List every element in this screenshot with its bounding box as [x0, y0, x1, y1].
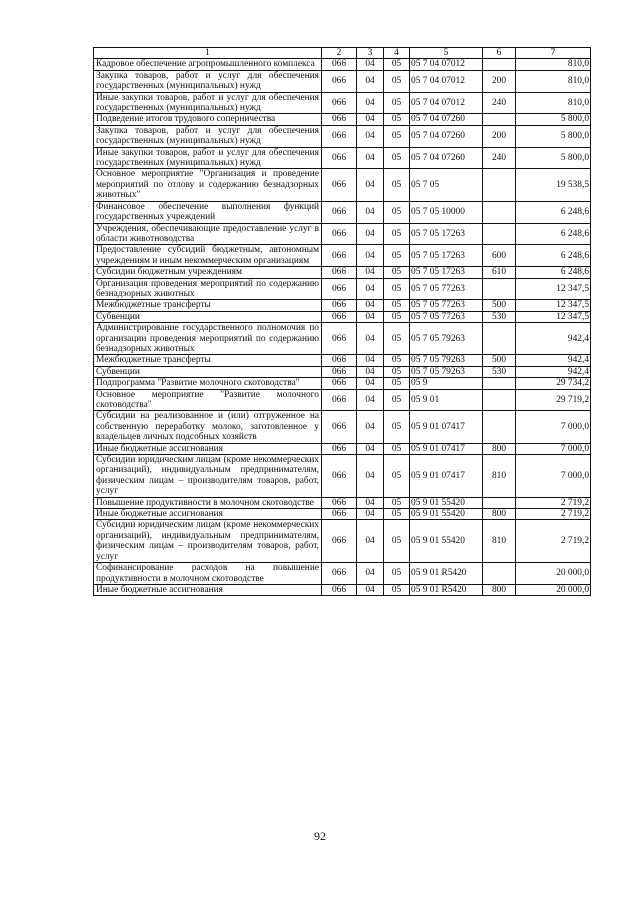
column-header: 7 [516, 48, 591, 59]
row-name-cell: Подведение итогов трудового соперничества [94, 114, 322, 125]
target-article-cell: 05 7 04 07260 [410, 147, 483, 169]
table-row [94, 509, 591, 520]
section-cell: 04 [357, 563, 384, 585]
budget-table [93, 47, 591, 596]
row-name-cell: Иные бюджетные ассигнования [94, 584, 322, 595]
row-name-cell: Иные бюджетные ассигнования [94, 443, 322, 454]
subsection-cell: 05 [384, 584, 410, 595]
row-name-cell: Субсидии бюджетным учреждениям [94, 267, 322, 278]
subsection-cell: 05 [384, 323, 410, 355]
section-cell: 04 [357, 70, 384, 92]
expense-type-cell: 240 [483, 92, 516, 114]
section-cell: 04 [357, 411, 384, 443]
amount-cell: 12 347,5 [516, 311, 591, 322]
ministry-code-cell: 066 [322, 366, 357, 377]
ministry-code-cell: 066 [322, 300, 357, 311]
page-number: 92 [314, 829, 326, 843]
table-row [94, 169, 591, 201]
table-row [94, 245, 591, 267]
expense-type-cell: 800 [483, 509, 516, 520]
subsection-cell: 05 [384, 509, 410, 520]
target-article-cell: 05 7 05 17263 [410, 223, 483, 245]
target-article-cell: 05 7 05 [410, 169, 483, 201]
section-cell: 04 [357, 59, 384, 70]
amount-cell: 942,4 [516, 355, 591, 366]
subsection-cell: 05 [384, 443, 410, 454]
target-article-cell: 05 9 01 R5420 [410, 563, 483, 585]
row-name-cell: Основное мероприятие "Развитие молочного скотоводства" [94, 389, 322, 411]
section-cell: 04 [357, 169, 384, 201]
table-row [94, 455, 591, 498]
target-article-cell: 05 7 04 07012 [410, 70, 483, 92]
subsection-cell: 05 [384, 169, 410, 201]
table-row [94, 389, 591, 411]
section-cell: 04 [357, 455, 384, 498]
row-name-cell: Субсидии юридическим лицам (кроме некоммерческих организаций), индивидуальным предпринимателям, физическим лицам – производителям товаров, работ, услуг [94, 520, 322, 563]
ministry-code-cell: 066 [322, 497, 357, 508]
expense-type-cell [483, 323, 516, 355]
target-article-cell: 05 7 04 07012 [410, 59, 483, 70]
subsection-cell: 05 [384, 497, 410, 508]
table-row [94, 201, 591, 223]
expense-type-cell: 810 [483, 520, 516, 563]
ministry-code-cell: 066 [322, 245, 357, 267]
table-row [94, 563, 591, 585]
table-row [94, 311, 591, 322]
target-article-cell: 05 7 05 77263 [410, 278, 483, 300]
table-row [94, 59, 591, 70]
section-cell: 04 [357, 267, 384, 278]
expense-type-cell: 240 [483, 147, 516, 169]
amount-cell: 20 000,0 [516, 563, 591, 585]
expense-type-cell: 610 [483, 267, 516, 278]
amount-cell: 7 000,0 [516, 411, 591, 443]
amount-cell: 2 719,2 [516, 520, 591, 563]
row-name-cell: Учреждения, обеспечивающие предоставление услуг в области животноводства [94, 223, 322, 245]
expense-type-cell [483, 389, 516, 411]
table-row [94, 584, 591, 595]
expense-type-cell [483, 169, 516, 201]
amount-cell: 7 000,0 [516, 443, 591, 454]
section-cell: 04 [357, 300, 384, 311]
amount-cell: 6 248,6 [516, 223, 591, 245]
row-name-cell: Подпрограмма "Развитие молочного скотоводства" [94, 378, 322, 389]
subsection-cell: 05 [384, 378, 410, 389]
amount-cell: 29 719,2 [516, 389, 591, 411]
section-cell: 04 [357, 311, 384, 322]
expense-type-cell: 200 [483, 70, 516, 92]
table-row [94, 443, 591, 454]
ministry-code-cell: 066 [322, 147, 357, 169]
section-cell: 04 [357, 125, 384, 147]
subsection-cell: 05 [384, 59, 410, 70]
target-article-cell: 05 9 01 55420 [410, 509, 483, 520]
row-name-cell: Администрирование государственного полномочия по организации проведения мероприятий по содержанию безнадзорных животных [94, 323, 322, 355]
ministry-code-cell: 066 [322, 92, 357, 114]
amount-cell: 810,0 [516, 59, 591, 70]
amount-cell: 2 719,2 [516, 497, 591, 508]
table-row [94, 300, 591, 311]
target-article-cell: 05 9 01 55420 [410, 520, 483, 563]
expense-type-cell [483, 497, 516, 508]
table-row [94, 355, 591, 366]
target-article-cell: 05 9 01 [410, 389, 483, 411]
ministry-code-cell: 066 [322, 455, 357, 498]
target-article-cell: 05 9 01 07417 [410, 411, 483, 443]
expense-type-cell [483, 411, 516, 443]
target-article-cell: 05 7 04 07260 [410, 125, 483, 147]
ministry-code-cell: 066 [322, 323, 357, 355]
expense-type-cell: 200 [483, 125, 516, 147]
row-name-cell: Иные закупки товаров, работ и услуг для обеспечения государственных (муниципальных) нужд [94, 147, 322, 169]
ministry-code-cell: 066 [322, 311, 357, 322]
column-header: 2 [322, 48, 357, 59]
row-name-cell: Финансовое обеспечение выполнения функций государственных учреждений [94, 201, 322, 223]
row-name-cell: Иные бюджетные ассигнования [94, 509, 322, 520]
ministry-code-cell: 066 [322, 125, 357, 147]
row-name-cell: Повышение продуктивности в молочном скотоводстве [94, 497, 322, 508]
target-article-cell: 05 7 05 17263 [410, 267, 483, 278]
column-header: 5 [410, 48, 483, 59]
subsection-cell: 05 [384, 125, 410, 147]
row-name-cell: Субвенции [94, 311, 322, 322]
expense-type-cell [483, 223, 516, 245]
ministry-code-cell: 066 [322, 520, 357, 563]
target-article-cell: 05 9 01 07417 [410, 455, 483, 498]
section-cell: 04 [357, 497, 384, 508]
subsection-cell: 05 [384, 201, 410, 223]
table-row [94, 520, 591, 563]
amount-cell: 20 000,0 [516, 584, 591, 595]
target-article-cell: 05 9 01 07417 [410, 443, 483, 454]
subsection-cell: 05 [384, 355, 410, 366]
amount-cell: 12 347,5 [516, 300, 591, 311]
expense-type-cell: 500 [483, 300, 516, 311]
expense-type-cell [483, 59, 516, 70]
ministry-code-cell: 066 [322, 389, 357, 411]
table-body [94, 48, 591, 596]
row-name-cell: Субсидии на реализованное и (или) отгруженное на собственную переработку молоко, заготовленное у владельцев личных подсобных хозяйств [94, 411, 322, 443]
expense-type-cell [483, 201, 516, 223]
table-row [94, 267, 591, 278]
amount-cell: 19 538,5 [516, 169, 591, 201]
table-row [94, 278, 591, 300]
row-name-cell: Софинансирование расходов на повышение продуктивности в молочном скотоводстве [94, 563, 322, 585]
subsection-cell: 05 [384, 70, 410, 92]
subsection-cell: 05 [384, 389, 410, 411]
ministry-code-cell: 066 [322, 169, 357, 201]
table-row [94, 497, 591, 508]
expense-type-cell: 500 [483, 355, 516, 366]
ministry-code-cell: 066 [322, 355, 357, 366]
ministry-code-cell: 066 [322, 201, 357, 223]
section-cell: 04 [357, 245, 384, 267]
target-article-cell: 05 7 05 77263 [410, 300, 483, 311]
ministry-code-cell: 066 [322, 563, 357, 585]
expense-type-cell [483, 114, 516, 125]
subsection-cell: 05 [384, 245, 410, 267]
amount-cell: 12 347,5 [516, 278, 591, 300]
amount-cell: 942,4 [516, 323, 591, 355]
ministry-code-cell: 066 [322, 509, 357, 520]
ministry-code-cell: 066 [322, 114, 357, 125]
section-cell: 04 [357, 223, 384, 245]
row-name-cell: Предоставление субсидий бюджетным, автономным учреждениям и иным некоммерческим организациям [94, 245, 322, 267]
target-article-cell: 05 9 01 R5420 [410, 584, 483, 595]
amount-cell: 810,0 [516, 92, 591, 114]
expense-type-cell: 530 [483, 366, 516, 377]
section-cell: 04 [357, 366, 384, 377]
expense-type-cell: 800 [483, 443, 516, 454]
expense-type-cell: 800 [483, 584, 516, 595]
table-header-row [94, 48, 591, 59]
table-row [94, 323, 591, 355]
amount-cell: 7 000,0 [516, 455, 591, 498]
target-article-cell: 05 7 05 10000 [410, 201, 483, 223]
ministry-code-cell: 066 [322, 443, 357, 454]
column-header: 3 [357, 48, 384, 59]
table-row [94, 411, 591, 443]
amount-cell: 5 800,0 [516, 114, 591, 125]
subsection-cell: 05 [384, 311, 410, 322]
target-article-cell: 05 9 [410, 378, 483, 389]
column-header: 1 [94, 48, 322, 59]
table-row [94, 223, 591, 245]
row-name-cell: Закупка товаров, работ и услуг для обеспечения государственных (муниципальных) нужд [94, 125, 322, 147]
target-article-cell: 05 7 04 07260 [410, 114, 483, 125]
target-article-cell: 05 7 05 79263 [410, 366, 483, 377]
subsection-cell: 05 [384, 455, 410, 498]
ministry-code-cell: 066 [322, 267, 357, 278]
subsection-cell: 05 [384, 92, 410, 114]
table-row [94, 114, 591, 125]
expense-type-cell [483, 563, 516, 585]
row-name-cell: Основное мероприятие "Организация и проведение мероприятий по отлову и содержанию безнадзорных животных" [94, 169, 322, 201]
amount-cell: 6 248,6 [516, 201, 591, 223]
amount-cell: 810,0 [516, 70, 591, 92]
row-name-cell: Организация проведения мероприятий по содержанию безнадзорных животных [94, 278, 322, 300]
row-name-cell: Кадровое обеспечение агропромышленного комплекса [94, 59, 322, 70]
ministry-code-cell: 066 [322, 223, 357, 245]
row-name-cell: Субвенции [94, 366, 322, 377]
ministry-code-cell: 066 [322, 70, 357, 92]
ministry-code-cell: 066 [322, 378, 357, 389]
expense-type-cell: 810 [483, 455, 516, 498]
section-cell: 04 [357, 114, 384, 125]
section-cell: 04 [357, 355, 384, 366]
section-cell: 04 [357, 278, 384, 300]
row-name-cell: Субсидии юридическим лицам (кроме некоммерческих организаций), индивидуальным предпринимателям, физическим лицам – производителям товаров, работ, услуг [94, 455, 322, 498]
target-article-cell: 05 7 05 79263 [410, 355, 483, 366]
target-article-cell: 05 9 01 55420 [410, 497, 483, 508]
subsection-cell: 05 [384, 147, 410, 169]
section-cell: 04 [357, 323, 384, 355]
amount-cell: 5 800,0 [516, 125, 591, 147]
section-cell: 04 [357, 147, 384, 169]
row-name-cell: Закупка товаров, работ и услуг для обеспечения государственных (муниципальных) нужд [94, 70, 322, 92]
amount-cell: 2 719,2 [516, 509, 591, 520]
table-row [94, 125, 591, 147]
table-row [94, 366, 591, 377]
expense-type-cell [483, 378, 516, 389]
section-cell: 04 [357, 443, 384, 454]
section-cell: 04 [357, 201, 384, 223]
subsection-cell: 05 [384, 411, 410, 443]
column-header: 6 [483, 48, 516, 59]
subsection-cell: 05 [384, 563, 410, 585]
ministry-code-cell: 066 [322, 411, 357, 443]
subsection-cell: 05 [384, 278, 410, 300]
amount-cell: 6 248,6 [516, 267, 591, 278]
row-name-cell: Межбюджетные трансферты [94, 355, 322, 366]
ministry-code-cell: 066 [322, 584, 357, 595]
amount-cell: 942,4 [516, 366, 591, 377]
section-cell: 04 [357, 378, 384, 389]
table-row [94, 147, 591, 169]
amount-cell: 6 248,6 [516, 245, 591, 267]
ministry-code-cell: 066 [322, 278, 357, 300]
ministry-code-cell: 066 [322, 59, 357, 70]
expense-type-cell: 600 [483, 245, 516, 267]
subsection-cell: 05 [384, 520, 410, 563]
subsection-cell: 05 [384, 114, 410, 125]
expense-type-cell: 530 [483, 311, 516, 322]
section-cell: 04 [357, 92, 384, 114]
target-article-cell: 05 7 05 77263 [410, 311, 483, 322]
expense-type-cell [483, 278, 516, 300]
amount-cell: 29 734,2 [516, 378, 591, 389]
row-name-cell: Межбюджетные трансферты [94, 300, 322, 311]
target-article-cell: 05 7 05 17263 [410, 245, 483, 267]
section-cell: 04 [357, 520, 384, 563]
subsection-cell: 05 [384, 300, 410, 311]
table-row [94, 70, 591, 92]
section-cell: 04 [357, 389, 384, 411]
target-article-cell: 05 7 04 07012 [410, 92, 483, 114]
subsection-cell: 05 [384, 366, 410, 377]
subsection-cell: 05 [384, 267, 410, 278]
section-cell: 04 [357, 584, 384, 595]
table-row [94, 92, 591, 114]
subsection-cell: 05 [384, 223, 410, 245]
column-header: 4 [384, 48, 410, 59]
target-article-cell: 05 7 05 79263 [410, 323, 483, 355]
table-row [94, 378, 591, 389]
amount-cell: 5 800,0 [516, 147, 591, 169]
row-name-cell: Иные закупки товаров, работ и услуг для обеспечения государственных (муниципальных) нужд [94, 92, 322, 114]
section-cell: 04 [357, 509, 384, 520]
